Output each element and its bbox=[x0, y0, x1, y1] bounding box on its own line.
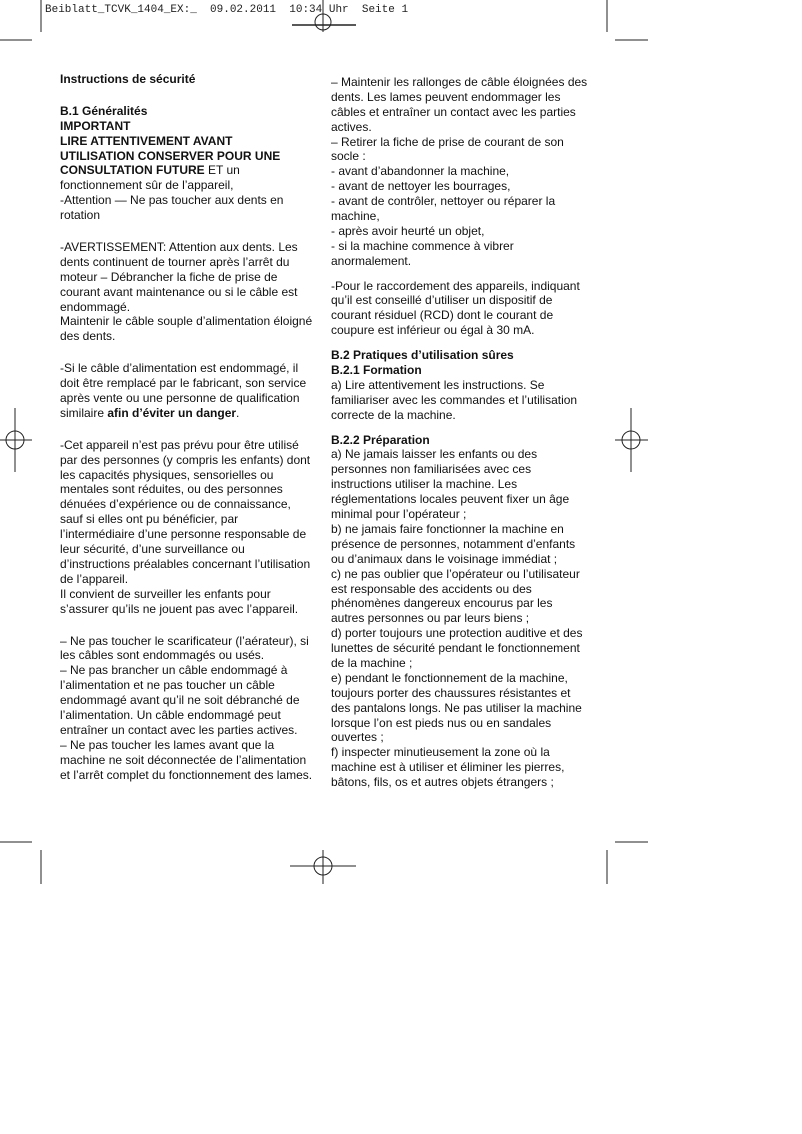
text-line bbox=[331, 348, 593, 363]
text-line bbox=[60, 738, 322, 753]
text-line bbox=[60, 240, 322, 255]
bold-text: B.1 Généralités bbox=[60, 103, 148, 118]
text-line bbox=[60, 512, 322, 527]
paragraph-gap bbox=[331, 269, 593, 279]
body-text: qu’il est conseillé d’utiliser un dispositif de bbox=[331, 293, 553, 308]
body-text: mentales sont réduites, ou des personnes bbox=[60, 482, 283, 497]
bold-text: B.2 Pratiques d’utilisation sûres bbox=[331, 348, 514, 363]
body-text: l’intermédiaire d’une personne responsable de bbox=[60, 527, 307, 542]
text-line bbox=[331, 239, 593, 254]
body-text: similaire bbox=[60, 405, 108, 420]
body-text: entraîner un contact avec les parties actives. bbox=[60, 722, 298, 737]
text-line bbox=[60, 557, 322, 572]
text-line bbox=[331, 293, 593, 308]
body-text: - avant d’abandonner la machine, bbox=[331, 164, 510, 179]
body-text: d) porter toujours une protection auditive et des bbox=[331, 626, 583, 641]
body-text: machine ne soit déconnectée de l’alimentation bbox=[60, 752, 307, 767]
body-text: familiariser avec les commandes et l’utilisation bbox=[331, 392, 578, 407]
body-text: personnes non familiarisées avec ces bbox=[331, 462, 532, 477]
body-text: anormalement. bbox=[331, 253, 412, 268]
body-text: dents continuent de tourner après l’arrêt du bbox=[60, 254, 290, 269]
body-text: est responsable des accidents ou des bbox=[331, 581, 532, 596]
text-line bbox=[60, 634, 322, 649]
body-text: de l’appareil. bbox=[60, 571, 129, 586]
text-line bbox=[60, 482, 322, 497]
text-line bbox=[331, 626, 593, 641]
text-line bbox=[60, 270, 322, 285]
text-line bbox=[331, 105, 593, 120]
text-line bbox=[331, 462, 593, 477]
text-line bbox=[60, 708, 322, 723]
body-text: autres personnes ou par leurs biens ; bbox=[331, 611, 530, 626]
body-text: ou d’animaux dans le voisinage immédiat ; bbox=[331, 551, 558, 566]
text-line bbox=[331, 179, 593, 194]
text-line bbox=[331, 671, 593, 686]
body-text: machine est à utiliser et éliminer les pierres, bbox=[331, 760, 565, 775]
body-text: – Ne pas toucher les lames avant que la bbox=[60, 737, 275, 752]
body-text: b) ne jamais faire fonctionner la machine en bbox=[331, 521, 564, 536]
bold-text: B.2.1 Formation bbox=[331, 363, 422, 378]
body-text: ouvertes ; bbox=[331, 730, 384, 745]
body-text: l’alimentation. Un câble endommagé peut bbox=[60, 707, 281, 722]
paragraph-gap bbox=[331, 423, 593, 433]
body-text: bâtons, fils, os et autres objets étrangers ; bbox=[331, 775, 554, 790]
text-line bbox=[60, 329, 322, 344]
body-text: les câbles sont endommagés ou usés. bbox=[60, 648, 265, 663]
paragraph-gap bbox=[60, 421, 322, 438]
body-text: dents. Les lames peuvent endommager les bbox=[331, 89, 561, 104]
text-line bbox=[331, 477, 593, 492]
text-line bbox=[331, 209, 593, 224]
text-line bbox=[60, 163, 322, 178]
text-line bbox=[60, 693, 322, 708]
text-line bbox=[331, 611, 593, 626]
text-line bbox=[331, 582, 593, 597]
text-line bbox=[331, 447, 593, 462]
text-line bbox=[60, 572, 322, 587]
body-text: courant résiduel (RCD) dont le courant de bbox=[331, 308, 554, 323]
body-text: courant avant maintenance ou si le câble est bbox=[60, 284, 298, 299]
text-line bbox=[331, 378, 593, 393]
body-text: l’alimentation et ne pas toucher un câble bbox=[60, 678, 275, 693]
body-text: Maintenir le câble souple d’alimentation éloigné bbox=[60, 314, 313, 329]
text-line bbox=[331, 75, 593, 90]
paragraph-gap bbox=[60, 223, 322, 240]
text-line bbox=[331, 363, 593, 378]
text-line bbox=[331, 408, 593, 423]
right-column bbox=[331, 75, 593, 790]
body-text: - après avoir heurté un objet, bbox=[331, 223, 485, 238]
paragraph-gap bbox=[331, 338, 593, 348]
body-text: - avant de contrôler, nettoyer ou réparer la bbox=[331, 194, 556, 209]
text-line bbox=[60, 314, 322, 329]
text-line bbox=[60, 768, 322, 783]
body-text: - avant de nettoyer les bourrages, bbox=[331, 179, 511, 194]
body-text: de la machine ; bbox=[331, 655, 413, 670]
text-line bbox=[331, 730, 593, 745]
body-text: doit être remplacé par le fabricant, son service bbox=[60, 376, 307, 391]
body-text: câbles et entraîner un contact avec les parties bbox=[331, 104, 576, 119]
body-text: dénuées d’expérience ou de connaissance, bbox=[60, 497, 291, 512]
body-text: correcte de la machine. bbox=[331, 407, 456, 422]
text-line bbox=[331, 279, 593, 294]
text-line bbox=[60, 527, 322, 542]
text-line bbox=[60, 678, 322, 693]
body-text: endommagé. bbox=[60, 299, 131, 314]
text-line bbox=[331, 552, 593, 567]
body-text: par des personnes (y compris les enfants) dont bbox=[60, 452, 311, 467]
body-text: présence de personnes, notamment d’enfants bbox=[331, 536, 576, 551]
text-line bbox=[331, 393, 593, 408]
body-text: instructions utiliser la machine. Les bbox=[331, 477, 518, 492]
text-line bbox=[331, 686, 593, 701]
bold-text: afin d’éviter un danger bbox=[107, 405, 237, 420]
text-line bbox=[60, 723, 322, 738]
body-text: -AVERTISSEMENT: Attention aux dents. Les bbox=[60, 240, 298, 255]
body-text: – Retirer la fiche de prise de courant de son bbox=[331, 134, 564, 149]
body-text: réglementations locales peuvent fixer un âge bbox=[331, 492, 570, 507]
body-text: socle : bbox=[331, 149, 366, 164]
body-text: sauf si elles ont pu bénéficier, par bbox=[60, 512, 239, 527]
text-line bbox=[331, 323, 593, 338]
text-line bbox=[331, 90, 593, 105]
body-text: -Si le câble d’alimentation est endommagé, il bbox=[60, 361, 299, 376]
body-text: e) pendant le fonctionnement de la machine, bbox=[331, 670, 568, 685]
left-column bbox=[60, 72, 322, 782]
text-line bbox=[331, 641, 593, 656]
body-text: phénomènes dangereux encourus par les bbox=[331, 596, 553, 611]
text-line bbox=[60, 300, 322, 315]
text-line bbox=[60, 663, 322, 678]
body-text: coupure est inférieur ou égal à 30 mA. bbox=[331, 323, 535, 338]
body-text: - si la machine commence à vibrer bbox=[331, 238, 514, 253]
text-line bbox=[331, 775, 593, 790]
text-line bbox=[331, 596, 593, 611]
body-text: a) Lire attentivement les instructions. Se bbox=[331, 377, 545, 392]
text-line bbox=[331, 308, 593, 323]
text-line bbox=[60, 178, 322, 193]
text-line bbox=[331, 567, 593, 582]
text-line bbox=[331, 149, 593, 164]
body-text: c) ne pas oublier que l’opérateur ou l’utilisateur bbox=[331, 566, 580, 581]
body-text: -Pour le raccordement des appareils, indiquant bbox=[331, 278, 580, 293]
body-text: – Ne pas toucher le scarificateur (l’aérateur), si bbox=[60, 633, 309, 648]
body-text: -Cet appareil n’est pas prévu pour être utilisé bbox=[60, 437, 299, 452]
body-text: lorsque l’on est pieds nus ou en sandales bbox=[331, 715, 552, 730]
text-line bbox=[331, 656, 593, 671]
text-line bbox=[331, 716, 593, 731]
text-line bbox=[60, 468, 322, 483]
bold-text: CONSULTATION FUTURE bbox=[60, 163, 205, 178]
body-text: et l’arrêt complet du fonctionnement des lames. bbox=[60, 767, 313, 782]
text-line bbox=[331, 507, 593, 522]
body-text: leur sécurité, d’une surveillance ou bbox=[60, 542, 245, 557]
body-text: les capacités physiques, sensorielles ou bbox=[60, 467, 274, 482]
text-line bbox=[331, 537, 593, 552]
body-text: des dents. bbox=[60, 329, 116, 344]
text-line bbox=[331, 522, 593, 537]
text-line bbox=[331, 760, 593, 775]
text-line bbox=[60, 542, 322, 557]
body-text: toujours porter des chaussures résistantes et bbox=[331, 685, 571, 700]
bold-text: B.2.2 Préparation bbox=[331, 432, 430, 447]
paragraph-gap bbox=[60, 87, 322, 104]
body-text: actives. bbox=[331, 119, 372, 134]
text-line bbox=[60, 391, 322, 406]
bold-text: Instructions de sécurité bbox=[60, 72, 196, 86]
body-text: fonctionnement sûr de l’appareil, bbox=[60, 178, 234, 193]
bold-text: LIRE ATTENTIVEMENT AVANT bbox=[60, 133, 233, 148]
text-line bbox=[331, 164, 593, 179]
text-line bbox=[331, 194, 593, 209]
text-line bbox=[60, 648, 322, 663]
text-line bbox=[331, 120, 593, 135]
body-text: – Ne pas brancher un câble endommagé à bbox=[60, 663, 288, 678]
body-text: machine, bbox=[331, 209, 380, 224]
body-text: endommagé avant qu’il ne soit débranché de bbox=[60, 693, 300, 708]
text-line bbox=[60, 406, 322, 421]
body-text: . bbox=[236, 405, 240, 420]
body-text: des pantalons longs. Ne pas utiliser la machine bbox=[331, 700, 582, 715]
text-line bbox=[60, 376, 322, 391]
body-text: après vente ou une personne de qualification bbox=[60, 391, 300, 406]
text-line bbox=[60, 208, 322, 223]
text-line bbox=[60, 497, 322, 512]
text-line bbox=[60, 104, 322, 119]
text-line bbox=[60, 72, 322, 87]
text-line bbox=[60, 361, 322, 376]
body-text: rotation bbox=[60, 208, 101, 223]
text-line bbox=[331, 135, 593, 150]
text-line bbox=[331, 433, 593, 448]
text-line bbox=[60, 438, 322, 453]
text-line bbox=[60, 285, 322, 300]
body-text: f) inspecter minutieusement la zone où la bbox=[331, 745, 550, 760]
text-line bbox=[60, 453, 322, 468]
body-text: lunettes de sécurité pendant le fonctionnement bbox=[331, 641, 580, 656]
text-line bbox=[60, 149, 322, 164]
text-line bbox=[331, 224, 593, 239]
text-line bbox=[60, 587, 322, 602]
text-line bbox=[331, 745, 593, 760]
bold-text: UTILISATION CONSERVER POUR UNE bbox=[60, 148, 281, 163]
body-text: ET un bbox=[204, 163, 240, 178]
text-line bbox=[60, 753, 322, 768]
body-text: – Maintenir les rallonges de câble éloignées des bbox=[331, 75, 588, 89]
body-text: Il convient de surveiller les enfants pour bbox=[60, 586, 271, 601]
body-text: a) Ne jamais laisser les enfants ou des bbox=[331, 447, 538, 462]
body-text: minimal pour l’opérateur ; bbox=[331, 507, 467, 522]
body-text: -Attention — Ne pas toucher aux dents en bbox=[60, 193, 284, 208]
text-line bbox=[331, 254, 593, 269]
text-line bbox=[60, 602, 322, 617]
body-text: s’assurer qu’ils ne jouent pas avec l’appareil. bbox=[60, 601, 299, 616]
text-line bbox=[60, 119, 322, 134]
text-line bbox=[60, 134, 322, 149]
bold-text: IMPORTANT bbox=[60, 118, 131, 133]
text-line bbox=[60, 193, 322, 208]
body-text: moteur – Débrancher la fiche de prise de bbox=[60, 269, 278, 284]
paragraph-gap bbox=[60, 617, 322, 634]
body-text: d’instructions préalables concernant l’utilisation bbox=[60, 556, 311, 571]
paragraph-gap bbox=[60, 344, 322, 361]
text-line bbox=[331, 701, 593, 716]
text-line bbox=[60, 255, 322, 270]
text-line bbox=[331, 492, 593, 507]
print-slug: Beiblatt_TCVK_1404_EX:_ 09.02.2011 10:34 Uhr Seite 1 bbox=[45, 4, 409, 16]
